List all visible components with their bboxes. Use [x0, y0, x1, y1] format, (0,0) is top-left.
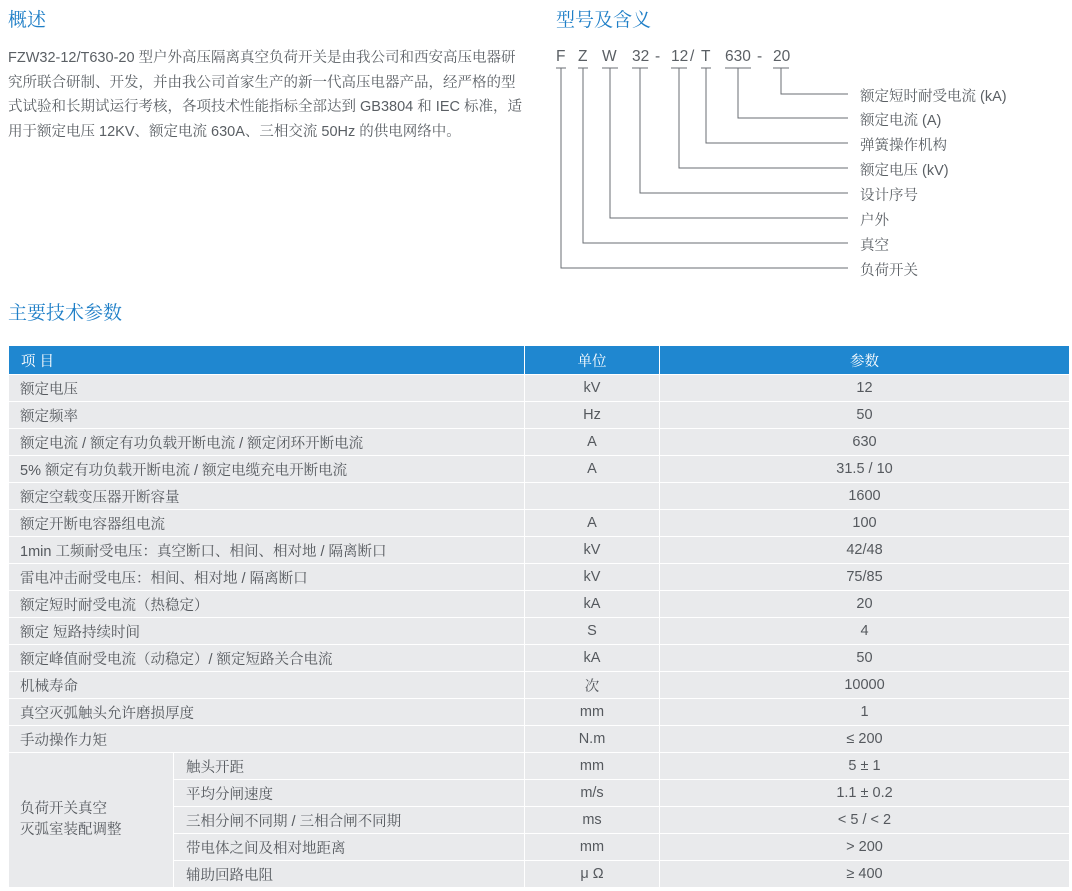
- group-label-line2: 灭弧室装配调整: [20, 822, 122, 838]
- row-unit: kA: [525, 591, 660, 618]
- table-row: [9, 591, 1070, 618]
- model-seg-dash2: -: [757, 48, 763, 65]
- header-unit: 单位: [525, 346, 660, 375]
- params-table: [8, 345, 1070, 888]
- row-unit: 次: [525, 672, 660, 699]
- model-seg-slash: /: [690, 48, 695, 65]
- row-unit: S: [525, 618, 660, 645]
- row-item: 带电体之间及相对地距离: [174, 834, 525, 861]
- row-unit: A: [525, 456, 660, 483]
- row-item: 额定短时耐受电流（热稳定）: [9, 591, 525, 618]
- row-unit: μ Ω: [525, 861, 660, 888]
- model-seg-t: T: [701, 48, 711, 65]
- row-item: 辅助回路电阻: [174, 861, 525, 888]
- row-item: 手动操作力矩: [9, 726, 525, 753]
- table-row: [9, 753, 1070, 780]
- table-row: [9, 699, 1070, 726]
- table-row: [9, 726, 1070, 753]
- row-value: 12: [660, 375, 1070, 402]
- row-value: < 5 / < 2: [660, 807, 1070, 834]
- row-value: 75/85: [660, 564, 1070, 591]
- row-value: 42/48: [660, 537, 1070, 564]
- model-label-spring-mechanism: 弹簧操作机构: [860, 138, 947, 154]
- row-item: 1min 工频耐受电压：真空断口、相间、相对地 / 隔离断口: [9, 537, 525, 564]
- table-row: [9, 645, 1070, 672]
- model-seg-32: 32: [632, 48, 650, 65]
- model-seg-20: 20: [773, 48, 791, 65]
- table-row: [9, 456, 1070, 483]
- row-unit: mm: [525, 834, 660, 861]
- table-row: [9, 618, 1070, 645]
- table-row: [9, 429, 1070, 456]
- group-label: [9, 753, 174, 888]
- row-item: 平均分闸速度: [174, 780, 525, 807]
- row-value: 100: [660, 510, 1070, 537]
- model-label-short-time-current: 额定短时耐受电流 (kA): [860, 89, 1007, 105]
- row-item: 额定峰值耐受电流（动稳定）/ 额定短路关合电流: [9, 645, 525, 672]
- model-seg-w: W: [602, 48, 617, 65]
- model-seg-dash1: -: [655, 48, 661, 65]
- row-item: 额定电流 / 额定有功负载开断电流 / 额定闭环开断电流: [9, 429, 525, 456]
- model-title: 型号及含义: [556, 10, 652, 31]
- row-value: 630: [660, 429, 1070, 456]
- overview-title: 概述: [8, 10, 47, 31]
- overview-paragraph: FZW32-12/T630-20 型户外高压隔离真空负荷开关是由我公司和西安高压电器研究所联合研制、开发，并由我公司首家生产的新一代高压电器产品，经严格的型式试验和长期试运行考核，各项技术性能指标全部达到 GB3804 和 IEC 标准，适用于额定电压 12KV、额定电流 630A、三相交流 50Hz 的供电网络中。: [8, 50, 522, 140]
- row-unit: [525, 483, 660, 510]
- model-seg-12: 12: [671, 48, 689, 65]
- model-label-rated-voltage: 额定电压 (kV): [860, 163, 949, 179]
- row-value: 50: [660, 402, 1070, 429]
- row-item: 机械寿命: [9, 672, 525, 699]
- row-item: 额定空载变压器开断容量: [9, 483, 525, 510]
- row-item: 额定开断电容器组电流: [9, 510, 525, 537]
- row-item: 5% 额定有功负载开断电流 / 额定电缆充电开断电流: [9, 456, 525, 483]
- params-title: 主要技术参数: [8, 303, 123, 324]
- row-unit: kA: [525, 645, 660, 672]
- row-value: 1.1 ± 0.2: [660, 780, 1070, 807]
- row-value: 1600: [660, 483, 1070, 510]
- table-row: [9, 537, 1070, 564]
- row-item: 额定电压: [9, 375, 525, 402]
- table-row: [9, 510, 1070, 537]
- row-unit: ms: [525, 807, 660, 834]
- model-label-outdoor: 户外: [860, 213, 889, 229]
- row-value: 20: [660, 591, 1070, 618]
- row-item: 真空灭弧触头允许磨损厚度: [9, 699, 525, 726]
- row-value: 50: [660, 645, 1070, 672]
- model-label-design-number: 设计序号: [860, 188, 918, 204]
- row-unit: Hz: [525, 402, 660, 429]
- table-row: [9, 564, 1070, 591]
- model-label-load-switch: 负荷开关: [860, 263, 918, 279]
- row-value: > 200: [660, 834, 1070, 861]
- table-row: [9, 483, 1070, 510]
- header-value: 参数: [660, 346, 1070, 375]
- row-value: 4: [660, 618, 1070, 645]
- row-item: 额定 短路持续时间: [9, 618, 525, 645]
- row-unit: kV: [525, 375, 660, 402]
- row-value: ≤ 200: [660, 726, 1070, 753]
- model-seg-f: F: [556, 48, 566, 65]
- group-label-line1: 负荷开关真空: [20, 801, 107, 817]
- row-unit: N.m: [525, 726, 660, 753]
- row-item: 雷电冲击耐受电压：相间、相对地 / 隔离断口: [9, 564, 525, 591]
- row-unit: kV: [525, 564, 660, 591]
- table-row: [9, 375, 1070, 402]
- table-header-row: [9, 346, 1070, 375]
- row-unit: mm: [525, 753, 660, 780]
- table-row: [9, 402, 1070, 429]
- row-unit: m/s: [525, 780, 660, 807]
- row-unit: A: [525, 429, 660, 456]
- model-seg-z: Z: [578, 48, 588, 65]
- row-value: 31.5 / 10: [660, 456, 1070, 483]
- model-label-rated-current: 额定电流 (A): [860, 113, 942, 129]
- row-item: 额定频率: [9, 402, 525, 429]
- row-item: 触头开距: [174, 753, 525, 780]
- model-label-vacuum: 真空: [860, 238, 889, 254]
- header-item: 项 目: [9, 346, 525, 375]
- row-unit: mm: [525, 699, 660, 726]
- row-value: ≥ 400: [660, 861, 1070, 888]
- row-value: 1: [660, 699, 1070, 726]
- row-value: 10000: [660, 672, 1070, 699]
- table-row: [9, 672, 1070, 699]
- row-unit: A: [525, 510, 660, 537]
- model-seg-630: 630: [725, 48, 751, 65]
- row-value: 5 ± 1: [660, 753, 1070, 780]
- row-unit: kV: [525, 537, 660, 564]
- row-item: 三相分闸不同期 / 三相合闸不同期: [174, 807, 525, 834]
